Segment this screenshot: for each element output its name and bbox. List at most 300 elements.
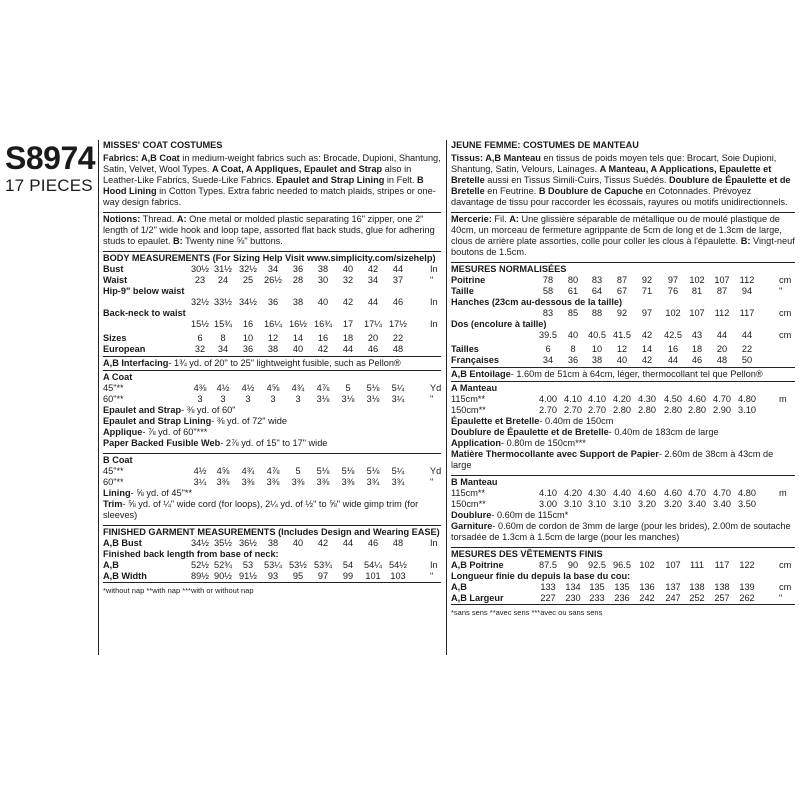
row-value: 4.20 [613, 394, 631, 404]
row-value: 38 [317, 264, 329, 274]
row-value: 3 [270, 394, 276, 404]
row-value: 97 [667, 275, 679, 285]
row-value: 252 [689, 593, 705, 603]
yardage-label: Epaulet and Strap Lining [103, 416, 212, 426]
row-value: 44 [342, 344, 354, 354]
row-value: 3.40 [688, 499, 706, 509]
section-heading: MESURES NORMALISÉES [451, 264, 567, 274]
row-value: 3⅜ [341, 477, 355, 487]
row-value: 102 [639, 560, 655, 570]
row-value: 117 [739, 308, 755, 318]
yardage-line [451, 438, 795, 449]
row-value: 26½ [264, 275, 282, 285]
row-value: 25 [242, 275, 254, 285]
row-value: 4⅜ [193, 383, 207, 393]
section-heading: MESURES DES VÊTEMENTS FINIS [451, 549, 603, 559]
row-value: 14 [292, 333, 304, 343]
fabrics-paragraph [103, 153, 441, 208]
pattern-code: S8974 [5, 140, 96, 176]
row-value: 4.80 [738, 488, 756, 498]
row-value: 4.30 [638, 394, 656, 404]
row-value: 40.5 [588, 330, 606, 340]
piece-count: 17 PIECES [5, 176, 93, 195]
yardage-line [103, 438, 441, 449]
fabrics-paragraph-text: en Feutrine. [484, 186, 539, 196]
row-value: 92.5 [588, 560, 606, 570]
interfacing-section [103, 356, 441, 369]
finished-row [451, 571, 795, 582]
spacer [103, 521, 441, 524]
row-value: 50 [741, 355, 753, 365]
fabrics-paragraph-bold: A Manteau, A Applications, Epaulette et Bretelle [451, 164, 772, 185]
row-value: 46 [367, 344, 379, 354]
sizes-row [451, 344, 795, 355]
row-value: 247 [665, 593, 681, 603]
row-value: 99 [342, 571, 354, 581]
row-value: 3 [220, 394, 226, 404]
row-label: Françaises [451, 355, 500, 365]
spacer [103, 449, 441, 452]
row-value: 89½ [191, 571, 209, 581]
row-value: 42 [641, 355, 653, 365]
spacer [451, 471, 795, 474]
row-value: 44 [342, 538, 354, 548]
row-value: 31½ [214, 264, 232, 274]
notions-paragraph-bold: Notions: [103, 214, 141, 224]
fabrics-paragraph [451, 153, 795, 208]
row-value: 3⅜ [291, 477, 305, 487]
fabrics-paragraph-bold: Fabrics: A,B Coat [103, 153, 180, 163]
row-value: 48 [716, 355, 728, 365]
row-value: 42 [342, 297, 354, 307]
row-value: 139 [739, 582, 755, 592]
divider-middle [446, 140, 447, 655]
fabrics-paragraph-bold: B Doublure de Capuche [538, 186, 643, 196]
interfacing-line [103, 358, 441, 369]
row-unit: cm [779, 275, 792, 285]
row-unit: In [430, 297, 438, 307]
row-value: 5⅛ [341, 466, 355, 476]
row-value: 53 [242, 560, 254, 570]
yardage-label: Doublure [451, 510, 492, 520]
row-value: 3.10 [564, 499, 582, 509]
european-sizes-row [451, 355, 795, 366]
coat-heading: B Manteau [451, 477, 498, 487]
row-value: 262 [739, 593, 755, 603]
yardage-label: Garniture [451, 521, 493, 531]
row-value: 90 [567, 560, 579, 570]
row-value: 4.70 [713, 394, 731, 404]
coat-heading-row [103, 455, 441, 466]
row-value: 44 [392, 264, 404, 274]
row-value: 230 [565, 593, 581, 603]
row-label: A,B [451, 582, 467, 592]
row-value: 135 [589, 582, 605, 592]
yardage-text: - ⅜ yd. of 72" wide [211, 416, 287, 426]
row-value: 138 [714, 582, 730, 592]
notions-paragraph-text: Vingt-neuf boutons de 1.5cm. [451, 236, 795, 257]
yardage-text: - ⅝ yd. of 45"** [130, 488, 193, 498]
coatB-section [451, 475, 795, 546]
row-value: 34 [217, 344, 229, 354]
yardage-text: - 0.80m de 150cm*** [501, 438, 586, 448]
row-unit: In [430, 319, 438, 329]
row-value: 136 [639, 582, 655, 592]
yardage-line [103, 488, 441, 499]
row-unit: " [430, 477, 434, 487]
row-value: 46 [691, 355, 703, 365]
notions-paragraph-bold: B: [740, 236, 751, 246]
row-value: 94 [741, 286, 753, 296]
row-value: 4.20 [564, 488, 582, 498]
row-value: 107 [714, 275, 730, 285]
row-value: 17¼ [364, 319, 382, 329]
row-value: 42 [317, 538, 329, 548]
row-value: 10 [591, 344, 603, 354]
row-value: 36 [292, 264, 304, 274]
row-value: 32 [194, 344, 206, 354]
row-value: 2.70 [539, 405, 557, 415]
row-value: 52½ [191, 560, 209, 570]
row-value: 42 [367, 264, 379, 274]
sizes-row [103, 333, 441, 344]
measure-row [451, 394, 795, 405]
measure-row [451, 499, 795, 510]
row-value: 92 [616, 308, 628, 318]
row-value: 134 [565, 582, 581, 592]
row-label: Finished back length from base of neck: [103, 549, 279, 559]
row-value: 135 [614, 582, 630, 592]
row-value: 14 [641, 344, 653, 354]
row-value: 3.10 [613, 499, 631, 509]
row-value: 4½ [216, 383, 230, 393]
notions-paragraph-bold: A: [509, 214, 519, 224]
fabrics-paragraph-text: en tissus de poids moyen tels que: Brocart, Soie Dupioni, Shantung, Satin, Velours, Lainages. [451, 153, 777, 174]
row-value: 4.50 [664, 394, 682, 404]
measure-row [451, 286, 795, 297]
yardage-line [103, 405, 441, 416]
row-value: 53¼ [264, 560, 282, 570]
row-value: 44 [716, 330, 728, 340]
row-label: Waist [103, 275, 128, 285]
row-value: 233 [589, 593, 605, 603]
row-value: 92 [641, 275, 653, 285]
row-value: 22 [741, 344, 753, 354]
row-value: 44 [741, 330, 753, 340]
interfacing-label: A,B Interfacing [103, 358, 169, 368]
row-value: 16 [667, 344, 679, 354]
row-value: 16½ [289, 319, 307, 329]
row-unit: " [430, 275, 434, 285]
row-unit: " [779, 286, 783, 296]
yardage-label: Paper Backed Fusible Web [103, 438, 221, 448]
fabrics-paragraph-bold: B Hood Lining [103, 175, 424, 196]
row-unit: In [430, 264, 438, 274]
row-value: 40 [342, 264, 354, 274]
row-value: 3 [295, 394, 301, 404]
row-value: 28 [292, 275, 304, 285]
row-label: Tailles [451, 344, 479, 354]
row-label: 115cm** [451, 488, 486, 498]
body-measurements-section [451, 262, 795, 366]
row-value: 34½ [239, 297, 257, 307]
row-value: 85 [567, 308, 579, 318]
row-value: 4.70 [688, 488, 706, 498]
row-value: 3.20 [664, 499, 682, 509]
measure-row [451, 308, 795, 319]
row-value: 4.40 [613, 488, 631, 498]
row-unit: m [779, 488, 787, 498]
row-value: 2.70 [564, 405, 582, 415]
row-value: 18 [691, 344, 703, 354]
fabrics-paragraph-text: also in Leather-Like Fabrics, Suede-Like Fabrics. [103, 164, 412, 185]
row-label: Bust [103, 264, 124, 274]
row-value: 5 [295, 466, 301, 476]
row-value: 54 [342, 560, 354, 570]
row-label: A,B Poitrine [451, 560, 504, 570]
row-value: 16 [317, 333, 329, 343]
row-value: 5⅛ [366, 383, 380, 393]
row-value: 20 [367, 333, 379, 343]
row-value: 42 [641, 330, 653, 340]
row-value: 36 [267, 297, 279, 307]
row-value: 3.10 [738, 405, 756, 415]
row-value: 3⅛ [366, 394, 380, 404]
row-label: 115cm** [451, 394, 486, 404]
row-label: 60"** [103, 477, 124, 487]
row-value: 2.80 [688, 405, 706, 415]
row-value: 17 [342, 319, 354, 329]
fabrics-paragraph-text: aussi en Tissus Simili-Cuirs, Tissus Suédés. [484, 175, 670, 185]
row-value: 95 [292, 571, 304, 581]
row-label: Hip-9" below waist [103, 286, 185, 296]
row-value: 117 [714, 560, 730, 570]
row-value: 5¼ [391, 466, 405, 476]
row-label: 150cm** [451, 405, 486, 415]
row-value: 4⅞ [266, 466, 280, 476]
european-sizes-row [103, 344, 441, 355]
row-value: 2.80 [613, 405, 631, 415]
row-value: 52¾ [214, 560, 232, 570]
row-value: 5¼ [391, 383, 405, 393]
row-value: 112 [739, 275, 755, 285]
finished-measurements-section [451, 547, 795, 604]
row-value: 2.80 [638, 405, 656, 415]
row-value: 48 [392, 538, 404, 548]
interfacing-section [451, 367, 795, 380]
row-value: 32½ [191, 297, 209, 307]
notions-paragraph-bold: Mercerie: [451, 214, 492, 224]
coat-heading-row [451, 477, 795, 488]
notions-paragraph-text: Fil. [491, 214, 510, 224]
row-value: 8 [570, 344, 576, 354]
row-label: A,B [103, 560, 119, 570]
measure-row [103, 275, 441, 286]
finished-measurements-section [103, 525, 441, 582]
fabrics-paragraph-bold: Doublure de Épaulette et de Bretelle [451, 175, 791, 196]
yardage-label: Epaulet and Strap [103, 405, 182, 415]
row-value: 93 [267, 571, 279, 581]
row-value: 78 [542, 275, 554, 285]
finished-row [103, 560, 441, 571]
yardage-text: - 0.40m de 183cm de large [608, 427, 719, 437]
row-value: 107 [689, 308, 705, 318]
footnote: *without nap **with nap ***with or without nap [103, 582, 441, 596]
row-value: 5⅛ [316, 466, 330, 476]
finished-row [451, 560, 795, 571]
row-value: 54¼ [364, 560, 382, 570]
row-value: 3⅜ [316, 477, 330, 487]
finished-row [103, 571, 441, 582]
row-value: 3 [245, 394, 251, 404]
row-value: 2.80 [664, 405, 682, 415]
row-value: 3.10 [588, 499, 606, 509]
row-value: 22 [392, 333, 404, 343]
row-value: 3.50 [738, 499, 756, 509]
yardage-line [451, 416, 795, 427]
row-value: 4.30 [588, 488, 606, 498]
row-value: 107 [665, 560, 681, 570]
row-value: 32 [342, 275, 354, 285]
row-label: Sizes [103, 333, 127, 343]
measure-row [451, 297, 795, 308]
row-value: 81 [691, 286, 703, 296]
row-value: 4.60 [664, 488, 682, 498]
row-value: 138 [689, 582, 705, 592]
row-value: 53½ [289, 560, 307, 570]
row-value: 3⅛ [341, 394, 355, 404]
row-value: 3¼ [193, 477, 207, 487]
measure-row [103, 477, 441, 488]
row-value: 38 [267, 344, 279, 354]
row-value: 46 [392, 297, 404, 307]
row-value: 76 [667, 286, 679, 296]
body-measurements-section [103, 251, 441, 355]
coatB-section [103, 453, 441, 524]
row-value: 6 [545, 344, 551, 354]
yardage-label: Application [451, 438, 502, 448]
row-value: 36 [242, 344, 254, 354]
spacer [451, 543, 795, 546]
measure-row [103, 308, 441, 319]
fabrics-paragraph-text: in Felt. [384, 175, 418, 185]
row-value: 3.00 [539, 499, 557, 509]
measure-row [103, 383, 441, 394]
notions-paragraph [103, 214, 441, 247]
panel-title: MISSES' COAT COSTUMES [103, 140, 223, 150]
measure-row [103, 297, 441, 308]
interfacing-text: - 1¾ yd. of 20" to 25" lightweight fusible, such as Pellon® [168, 358, 401, 368]
row-value: 5 [345, 383, 351, 393]
row-value: 20 [716, 344, 728, 354]
yardage-text: - 2.60m de 38cm à 43cm de large [451, 449, 774, 470]
measure-row [103, 286, 441, 297]
row-value: 40 [292, 538, 304, 548]
panel-title: JEUNE FEMME: COSTUMES DE MANTEAU [451, 140, 639, 150]
measure-row [451, 405, 795, 416]
row-value: 33½ [214, 297, 232, 307]
row-value: 3⅛ [316, 394, 330, 404]
row-value: 58 [542, 286, 554, 296]
row-value: 40 [616, 355, 628, 365]
row-value: 40 [317, 297, 329, 307]
row-value: 4.10 [539, 488, 557, 498]
fabrics-paragraph-bold: Epaulet and Strap Lining [276, 175, 385, 185]
yardage-text: - 0.40m de 150cm [539, 416, 614, 426]
divider-left [98, 140, 99, 655]
yardage-text: - ⅞ yd. of 60"*** [142, 427, 208, 437]
row-value: 3.20 [638, 499, 656, 509]
row-label: 150cm** [451, 499, 486, 509]
fabrics-paragraph-bold: Tissus: A,B Manteau [451, 153, 541, 163]
row-value: 4½ [193, 466, 207, 476]
row-value: 38 [267, 538, 279, 548]
measure-row [103, 466, 441, 477]
row-value: 91½ [239, 571, 257, 581]
notions-section [103, 212, 441, 247]
yardage-line [103, 427, 441, 438]
row-label: Dos (encolure à taille) [451, 319, 547, 329]
row-value: 46 [367, 538, 379, 548]
row-label: 45"** [103, 383, 124, 393]
coatA-section [451, 381, 795, 474]
notions-paragraph-bold: A: [176, 214, 187, 224]
row-value: 83 [591, 275, 603, 285]
row-value: 242 [639, 593, 655, 603]
row-unit: In [430, 538, 438, 548]
yardage-line [451, 427, 795, 438]
english-panel [103, 140, 441, 596]
measure-row [451, 275, 795, 286]
yardage-label: Doublure de Épaulette et de Bretelle [451, 427, 609, 437]
measure-row [103, 394, 441, 405]
yardage-text: - 0.60m de cordon de 3mm de large (pour les brides), 2.00m de soutache torsadée de 1.3cm à 1.5cm de large (pour les manches) [451, 521, 791, 542]
row-value: 40 [292, 344, 304, 354]
fabrics-paragraph-bold: A Coat, A Appliques, Epaulet and Strap [211, 164, 383, 174]
row-unit: cm [779, 308, 792, 318]
interfacing-label: A,B Entoilage [451, 369, 511, 379]
row-label: Poitrine [451, 275, 486, 285]
interfacing-line [451, 369, 795, 380]
yardage-text: - ⅜ yd. of 60" [181, 405, 236, 415]
coatA-section [103, 370, 441, 452]
row-value: 44 [667, 355, 679, 365]
row-value: 4.70 [713, 488, 731, 498]
section-heading: BODY MEASUREMENTS (For Sizing Help Visit www.simplicity.com/sizehelp) [103, 253, 436, 263]
notions-paragraph-bold: B: [172, 236, 183, 246]
row-value: 38 [292, 297, 304, 307]
row-value: 90½ [214, 571, 232, 581]
notions-paragraph-text: One metal or molded plastic separating 16" zipper, one 2" length of 1/2" wide hook and loop tape, assorted flat back studs, glue for adhering studs to epaulet. [103, 214, 435, 246]
row-unit: m [779, 394, 787, 404]
row-value: 80 [567, 275, 579, 285]
row-value: 3⅜ [216, 477, 230, 487]
coat-heading-row [451, 383, 795, 394]
yardage-label: Lining [103, 488, 131, 498]
notions-section [451, 212, 795, 258]
row-value: 137 [665, 582, 681, 592]
finished-row [451, 582, 795, 593]
row-value: 101 [365, 571, 381, 581]
row-value: 54½ [389, 560, 407, 570]
coat-heading: A Coat [103, 372, 133, 382]
row-value: 16¾ [314, 319, 332, 329]
row-value: 5⅛ [366, 466, 380, 476]
yardage-line [103, 416, 441, 427]
row-value: 87.5 [539, 560, 557, 570]
yardage-label: Applique [103, 427, 143, 437]
row-unit: " [779, 593, 783, 603]
